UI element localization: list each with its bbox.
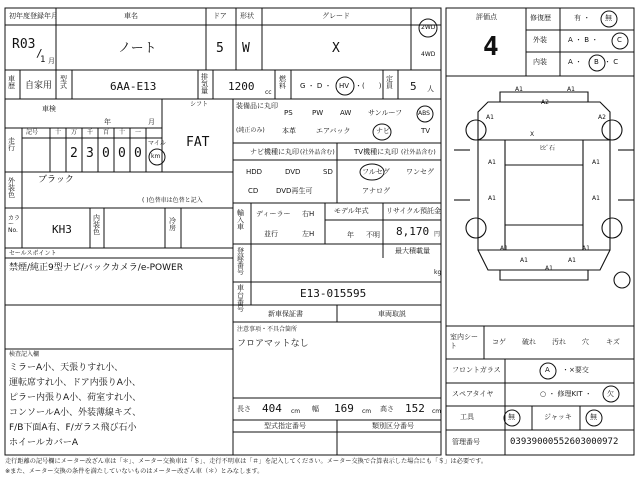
inspector-line-1: ミラーA小、天張りすれ小、 (9, 363, 124, 373)
registration-label: 登録番号 (237, 247, 244, 276)
interior-score-options-a: A ・ (568, 58, 583, 66)
manual-label: 車両取説 (378, 310, 406, 318)
diagram-mark: A1 (545, 265, 553, 272)
warranty-label: 新車保証書 (268, 310, 303, 318)
tools-selected: 無 (508, 413, 515, 421)
chassis-value: E13-015595 (300, 287, 367, 300)
height-value: 152 (405, 402, 425, 415)
exterior-score-selected: C (617, 36, 622, 44)
front-glass-tail: ・×要交 (562, 366, 589, 374)
model-label: 型式 (60, 75, 67, 90)
model-year-value: 不明 (366, 231, 380, 239)
height-label: 高さ (380, 405, 394, 413)
fuel-label: 燃料 (279, 75, 286, 90)
diagram-mark: A1 (582, 245, 590, 252)
shape-value: W (242, 41, 250, 56)
max-load-label: 最大積載量 (395, 247, 430, 255)
car-name-label: 車名 (124, 12, 138, 20)
digit-head-5: 十 (119, 129, 126, 136)
tools-label: 工具 (460, 413, 474, 421)
recycle-fee-unit: 円 (434, 231, 441, 238)
interior-score-selected: B (594, 58, 599, 66)
digit-2: 3 (86, 146, 94, 161)
diagram-mark: A1 (488, 195, 496, 202)
sales-points-value: 禁煙/純正9型ナビ/バックカメラ/e-POWER (9, 263, 183, 273)
navi-dvd-play: DVD再生可 (276, 187, 313, 195)
score-label: 評価点 (476, 13, 497, 21)
sales-points-label: セールスポイント (9, 250, 57, 257)
grade-label: グレード (322, 12, 350, 20)
capacity-label: 定員 (386, 75, 393, 90)
unit-mile: マイル (148, 140, 166, 147)
tv-label: TV機種に丸印 (354, 148, 399, 156)
seat-yabure: 破れ (522, 338, 536, 346)
exterior-score-label: 外装 (533, 36, 547, 44)
interior-color-label: 内装色 (93, 214, 100, 236)
diagram-mark: ﾋﾋﾞ石 (540, 145, 556, 152)
diagram-mark: A1 (568, 257, 576, 264)
category-label: 類別区分番号 (372, 422, 414, 430)
grade-value: X (332, 41, 340, 56)
tv-fullseg: フルセグ (362, 168, 390, 176)
interior-score-options-c: ・ C (604, 58, 619, 66)
width-label: 幅 (312, 405, 319, 413)
jack-label: ジャッキ (544, 413, 572, 421)
length-label: 長さ (237, 405, 251, 413)
tv-oneseg: ワンセグ (406, 168, 434, 176)
color-code-label: カラーNo. (8, 215, 21, 234)
navi-dvd: DVD (285, 168, 301, 176)
front-glass-label: フロントガラス (452, 366, 501, 374)
displacement-unit: cc (265, 89, 272, 96)
digit-head-3: 千 (87, 129, 94, 136)
seat-koge: コゲ (492, 338, 506, 346)
displacement-label: 排気量 (201, 73, 208, 95)
diagram-mark: A1 (486, 114, 494, 121)
opt-abs: ABS (418, 110, 430, 117)
seat-yogore: 汚れ (552, 338, 566, 346)
digit-head-4: 百 (103, 129, 110, 136)
first-reg-slash: / (36, 47, 43, 60)
seat-kizu: キズ (606, 338, 620, 346)
inspector-label: 検査記入欄 (9, 351, 40, 358)
opt-aw: AW (340, 109, 352, 117)
color-code-value: KH3 (52, 223, 72, 236)
diagram-mark: A1 (515, 86, 523, 93)
seat-ana: 穴 (582, 338, 589, 346)
mileage-label: 走行 (8, 137, 15, 152)
inspector-line-5: F/B下面A有、F/ガラス飛び石小 (9, 423, 137, 433)
model-year-prefix: 年 (347, 231, 354, 239)
fuel-tail: ・( ) (355, 82, 382, 90)
length-value: 404 (262, 402, 282, 415)
digit-1: 2 (70, 146, 78, 161)
first-reg-label: 初年度登録年月 (9, 12, 58, 20)
notes-value: フロアマットなし (237, 339, 309, 349)
exterior-note: ( )色替車は色替と記入 (142, 197, 203, 204)
inspector-line-6: ホイールカバーA (9, 438, 78, 448)
fuel-selected: HV (339, 82, 350, 90)
tv-analog: アナログ (362, 187, 390, 195)
import-parallel: 並行 (264, 230, 278, 238)
shape-label: 形状 (240, 12, 254, 20)
length-unit: cm (291, 408, 301, 415)
diagram-mark: A1 (592, 159, 600, 166)
navi-sd: SD (323, 168, 333, 176)
spare-selected: 欠 (607, 390, 614, 398)
seat-label: 室内シート (450, 333, 478, 351)
diagram-mark: A1 (592, 195, 600, 202)
door-label: ドア (213, 12, 227, 20)
month-unit: 月 (48, 57, 55, 65)
inspection-month-unit: 月 (148, 118, 155, 126)
inspector-line-2: 運転席すれ小、ドア内張りA小、 (9, 378, 141, 388)
import-left: 左H (302, 230, 315, 238)
digit-3: 0 (102, 146, 110, 161)
width-unit: cm (362, 408, 372, 415)
tv-sub: (社外品含む) (401, 149, 436, 156)
digit-head-0: 記号 (26, 129, 39, 136)
options-label: 装備品に丸印 (236, 102, 278, 110)
front-glass-selected: A (545, 366, 550, 374)
height-unit: cm (432, 408, 442, 415)
chassis-label: 車台番号 (237, 284, 244, 313)
digit-5: 0 (134, 146, 142, 161)
management-value: 03939000552603000972 (510, 437, 619, 447)
diagram-mark: A1 (567, 86, 575, 93)
diagram-mark: A1 (488, 159, 496, 166)
exterior-value: ブラック (38, 175, 74, 185)
first-reg-month: 1 (40, 55, 46, 65)
diagram-mark: A2 (598, 114, 606, 121)
recycle-fee-value: 8,170 (396, 225, 430, 238)
diagram-mark: A1 (520, 257, 528, 264)
diagram-mark: X (530, 131, 535, 138)
digit-4: 0 (118, 146, 126, 161)
import-label: 輸入車 (237, 209, 244, 231)
footer-line-1: 走行距離の記号欄にメーター改ざん車は「＊」、メーター交換車は「＄」、走行不明車は「＃」を記入してください。メーター交換で合算表示した場合にも「＄」は必要です。 (5, 458, 488, 465)
opt-tv: TV (421, 127, 431, 135)
diagram-mark: A2 (541, 99, 549, 106)
navi-cd: CD (248, 187, 259, 195)
navi-hdd: HDD (246, 168, 263, 176)
displacement-value: 1200 (228, 80, 255, 93)
digit-head-2: 万 (71, 129, 78, 136)
model-spec-label: 型式指定番号 (264, 422, 306, 430)
selection-circles (149, 11, 628, 426)
management-label: 管理番号 (452, 438, 480, 446)
model-value: 6AA-E13 (110, 80, 157, 93)
repair-options: 有 ・ (574, 14, 591, 22)
capacity-value: 5 (410, 80, 417, 93)
drive-2wd: 2WD (421, 24, 436, 31)
opt-sunroof: サンルーフ (368, 109, 403, 117)
navi-sub: (社外品含む) (300, 149, 335, 156)
jack-selected: 無 (590, 413, 597, 421)
diagram-mark: A1 (500, 245, 508, 252)
exterior-score-options: A ・ B ・ (568, 36, 599, 44)
width-value: 169 (334, 402, 354, 415)
spare-label: スペアタイヤ (452, 390, 494, 398)
digit-head-1: 十 (55, 129, 62, 136)
car-name-value: ノート (118, 41, 157, 56)
fuel-options: G ・ D ・ (300, 82, 332, 90)
usage-label: 車歴 (8, 75, 15, 90)
shift-value: FAT (186, 135, 210, 150)
notes-label: 注意事項・不具合箇所 (237, 326, 298, 333)
digit-head-6: 一 (135, 129, 142, 136)
repair-label: 修復歴 (530, 14, 551, 22)
first-reg-value: R03 (12, 37, 36, 52)
opt-ps: PS (284, 109, 293, 117)
capacity-unit: 人 (427, 85, 434, 93)
recycle-fee-label: リサイクル預託金 (386, 207, 442, 215)
navi-label: ナビ機種に丸印 (250, 148, 299, 156)
interior-score-label: 内装 (533, 58, 547, 66)
inspection-year-unit: 年 (104, 118, 111, 126)
max-load-unit: kg (434, 269, 442, 276)
door-value: 5 (216, 41, 224, 56)
inspector-line-4: コンソールA小、外装薄線キズ、 (9, 408, 142, 418)
footer-line-2: ※また、メーター交換の条件を満たしていないものはメーター改ざん車（＊）とみなします。 (5, 468, 264, 475)
exterior-label: 外装色 (8, 177, 15, 199)
shift-label: シフト (190, 101, 209, 108)
cooling-label: 冷房 (169, 217, 176, 232)
import-right: 右H (302, 210, 315, 218)
repair-selected: 無 (605, 14, 612, 22)
unit-km: km (151, 153, 161, 160)
model-year-label: モデル年式 (334, 207, 369, 215)
opt-pw: PW (312, 109, 324, 117)
spare-options: ○ ・ 修理KIT ・ (540, 390, 592, 398)
usage-value: 自家用 (25, 81, 53, 91)
inspection-label: 車検 (42, 105, 56, 113)
options-sub: (純正のみ) (236, 127, 265, 134)
opt-airbag: エアバック (316, 127, 351, 135)
opt-leather: 本革 (282, 127, 296, 135)
inspector-line-3: ピラー内張りA小、荷室すれ小、 (9, 393, 142, 403)
import-dealer: ディーラー (256, 210, 291, 218)
drive-4wd: 4WD (421, 51, 436, 58)
score-value: 4 (483, 32, 499, 62)
opt-navi: ナビ (376, 127, 390, 135)
